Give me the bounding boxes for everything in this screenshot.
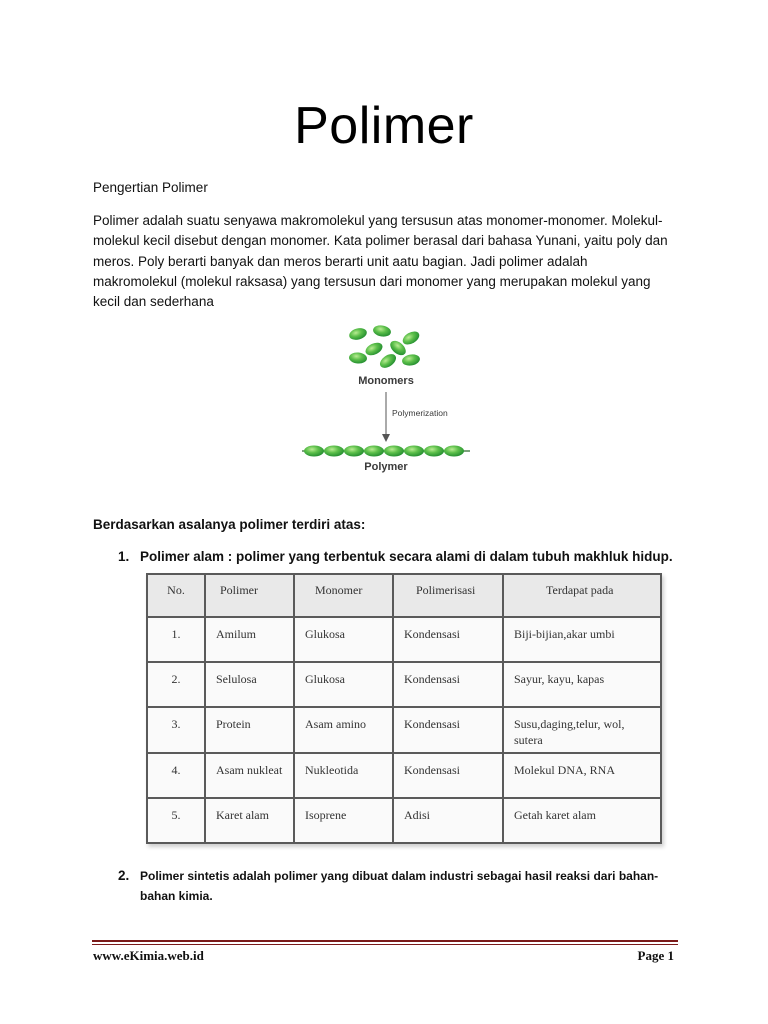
cell-polimer: Protein	[205, 707, 294, 753]
cell-polimer: Selulosa	[205, 662, 294, 707]
footer-page-number: Page 1	[637, 948, 674, 963]
polymerization-figure	[298, 322, 474, 474]
table-header-row	[147, 574, 661, 617]
cell-no: 2.	[147, 662, 205, 707]
table-row	[147, 707, 661, 753]
page-title: Polimer	[294, 97, 474, 155]
monomer-beads	[348, 324, 422, 371]
cell-polimer: Amilum	[205, 617, 294, 662]
cell-monomer: Nukleotida	[294, 753, 393, 798]
cell-polimerisasi: Kondensasi	[393, 753, 503, 798]
footer-divider	[92, 940, 678, 942]
cell-no: 1.	[147, 617, 205, 662]
cell-terdapat-pada: Susu,daging,telur, wol, sutera	[503, 707, 661, 753]
header-polimerisasi: Polimerisasi	[393, 574, 503, 617]
cell-polimerisasi: Adisi	[393, 798, 503, 843]
table-row	[147, 617, 661, 662]
cell-terdapat-pada: Sayur, kayu, kapas	[503, 662, 661, 707]
cell-polimer: Karet alam	[205, 798, 294, 843]
table-row	[147, 798, 661, 843]
monomers-label: Monomers	[358, 375, 414, 387]
cell-polimerisasi: Kondensasi	[393, 617, 503, 662]
header-monomer: Monomer	[294, 574, 393, 617]
list-item-number: 1.	[118, 549, 130, 564]
polymer-label: Polymer	[364, 461, 408, 473]
cell-monomer: Isoprene	[294, 798, 393, 843]
footer-website: www.eKimia.web.id	[93, 948, 204, 963]
header-polimer: Polimer	[205, 574, 294, 617]
table-row	[147, 753, 661, 798]
table-row	[147, 662, 661, 707]
intro-paragraph: Polimer adalah suatu senyawa makromolekul yang tersusun atas monomer-monomer. Molekul-molekul kecil disebut dengan monomer. Kata polimer berasal dari bahasa Yunani, yaitu poly dan meros. Poly berarti banyak dan meros berarti unit aatu bagian. Jadi polimer adalah makromolekul (molekul raksasa) yang tersusun dari monomer yang merupakan molekul yang kecil dan sederhana	[93, 213, 668, 310]
cell-polimerisasi: Kondensasi	[393, 662, 503, 707]
cell-terdapat-pada: Molekul DNA, RNA	[503, 753, 661, 798]
cell-no: 3.	[147, 707, 205, 753]
list-item-text: Polimer sintetis adalah polimer yang dibuat dalam industri sebagai hasil reaksi dari bahan-bahan kimia.	[140, 869, 659, 903]
header-terdapat-pada: Terdapat pada	[503, 574, 661, 617]
cell-monomer: Glukosa	[294, 617, 393, 662]
cell-polimer: Asam nukleat	[205, 753, 294, 798]
cell-monomer: Asam amino	[294, 707, 393, 753]
cell-terdapat-pada: Getah karet alam	[503, 798, 661, 843]
polymer-chain	[302, 446, 470, 457]
arrow-head-icon	[382, 434, 390, 442]
list-item-number: 2.	[118, 868, 130, 883]
cell-monomer: Glukosa	[294, 662, 393, 707]
cell-no: 5.	[147, 798, 205, 843]
cell-no: 4.	[147, 753, 205, 798]
header-no: No.	[147, 574, 205, 617]
cell-polimerisasi: Kondensasi	[393, 707, 503, 753]
natural-polymer-table	[146, 573, 662, 844]
footer-divider-thin	[92, 944, 678, 945]
section-heading: Berdasarkan asalanya polimer terdiri atas:	[93, 517, 366, 532]
cell-terdapat-pada: Biji-bijian,akar umbi	[503, 617, 661, 662]
polymerization-label: Polymerization	[392, 408, 448, 418]
list-item-text: Polimer alam : polimer yang terbentuk secara alami di dalam tubuh makhluk hidup.	[140, 549, 673, 564]
section-subheading: Pengertian Polimer	[93, 180, 208, 195]
